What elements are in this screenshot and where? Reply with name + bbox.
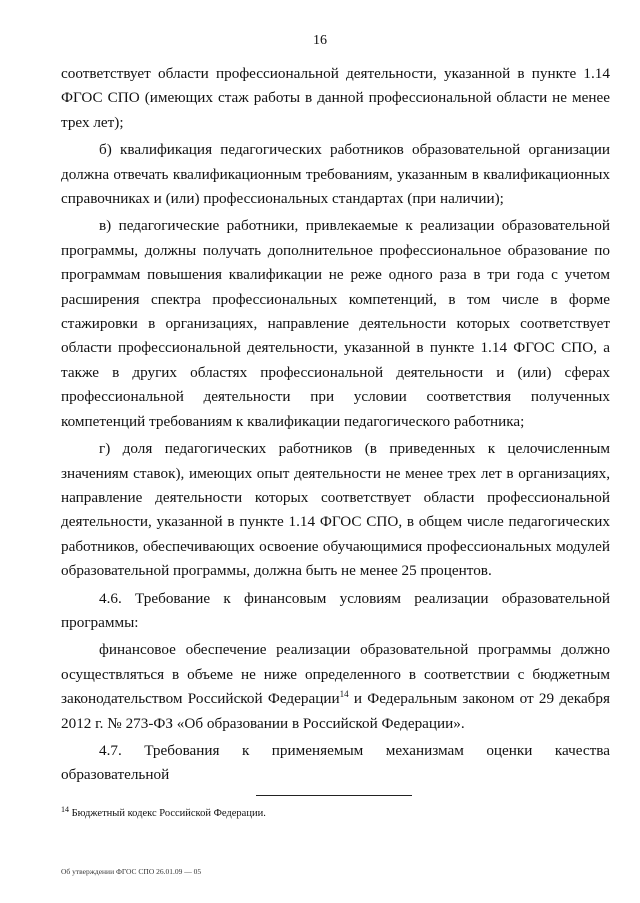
section-4-7-heading: 4.7. Требования к применяемым механизмам оценки качества образовательной xyxy=(61,741,610,784)
paragraph-item-g: г) доля педагогических работников (в приведенных к целочисленным значениям ставок), имеющих опыт деятельности не менее трех лет в организациях, направление деятельности которых соответствует области профессиональной деятельности, указанной в пункте 1.14 ФГОС СПО, в общем числе педагогических работников, обеспечивающих освоение обучающимися профессиональных модулей образовательной программы, должна быть не менее 25 процентов. xyxy=(61,440,610,580)
paragraph-finance xyxy=(61,638,610,736)
footnote-reference: 14 xyxy=(339,689,349,700)
page-number: 16 xyxy=(313,33,327,48)
footnote-divider xyxy=(256,795,412,796)
footnote xyxy=(61,803,266,820)
finance-text-after: и Федеральным законом от 29 декабря 2012 г. № 273-ФЗ «Об образовании в Российской Федерации». xyxy=(61,690,610,732)
section-4-6-heading: 4.6. Требование к финансовым условиям реализации образовательной программы: xyxy=(61,589,610,631)
footnote-text: Бюджетный кодекс Российской Федерации. xyxy=(71,808,266,819)
page-footer: Об утверждении ФГОС СПО 26.01.09 — 05 xyxy=(61,867,202,876)
footnote-marker: 14 xyxy=(61,805,69,814)
finance-text-before: финансовое обеспечение реализации образовательной программы должно осуществляться в объеме не ниже определенного в соответствии с бюджетным законодательством Российской Федерации xyxy=(61,641,610,708)
paragraph-item-b: б) квалификация педагогических работников образовательной организации должна отвечать квалификационным требованиям, указанным в квалификационных справочниках и (или) профессиональных стандартах (при наличии); xyxy=(61,141,610,208)
document-body xyxy=(61,62,610,788)
paragraph-item-v: в) педагогические работники, привлекаемые к реализации образовательной программы, должны получать дополнительное профессиональное образование по программам повышения квалификации не реже одного раза в три года с учетом расширения спектра профессиональных компетенций, в том числе в форме стажировки в организациях, направление деятельности которых соответствует области профессиональной деятельности, указанной в пункте 1.14 ФГОС СПО, а также в других областях профессиональной деятельности и (или) сферах профессиональной деятельности при условии соответствия полученных компетенций требованиям к квалификации педагогического работника; xyxy=(61,217,610,430)
paragraph-continuation: соответствует области профессиональной деятельности, указанной в пункте 1.14 ФГОС СПО (имеющих стаж работы в данной профессиональной области не менее трех лет); xyxy=(61,65,610,131)
